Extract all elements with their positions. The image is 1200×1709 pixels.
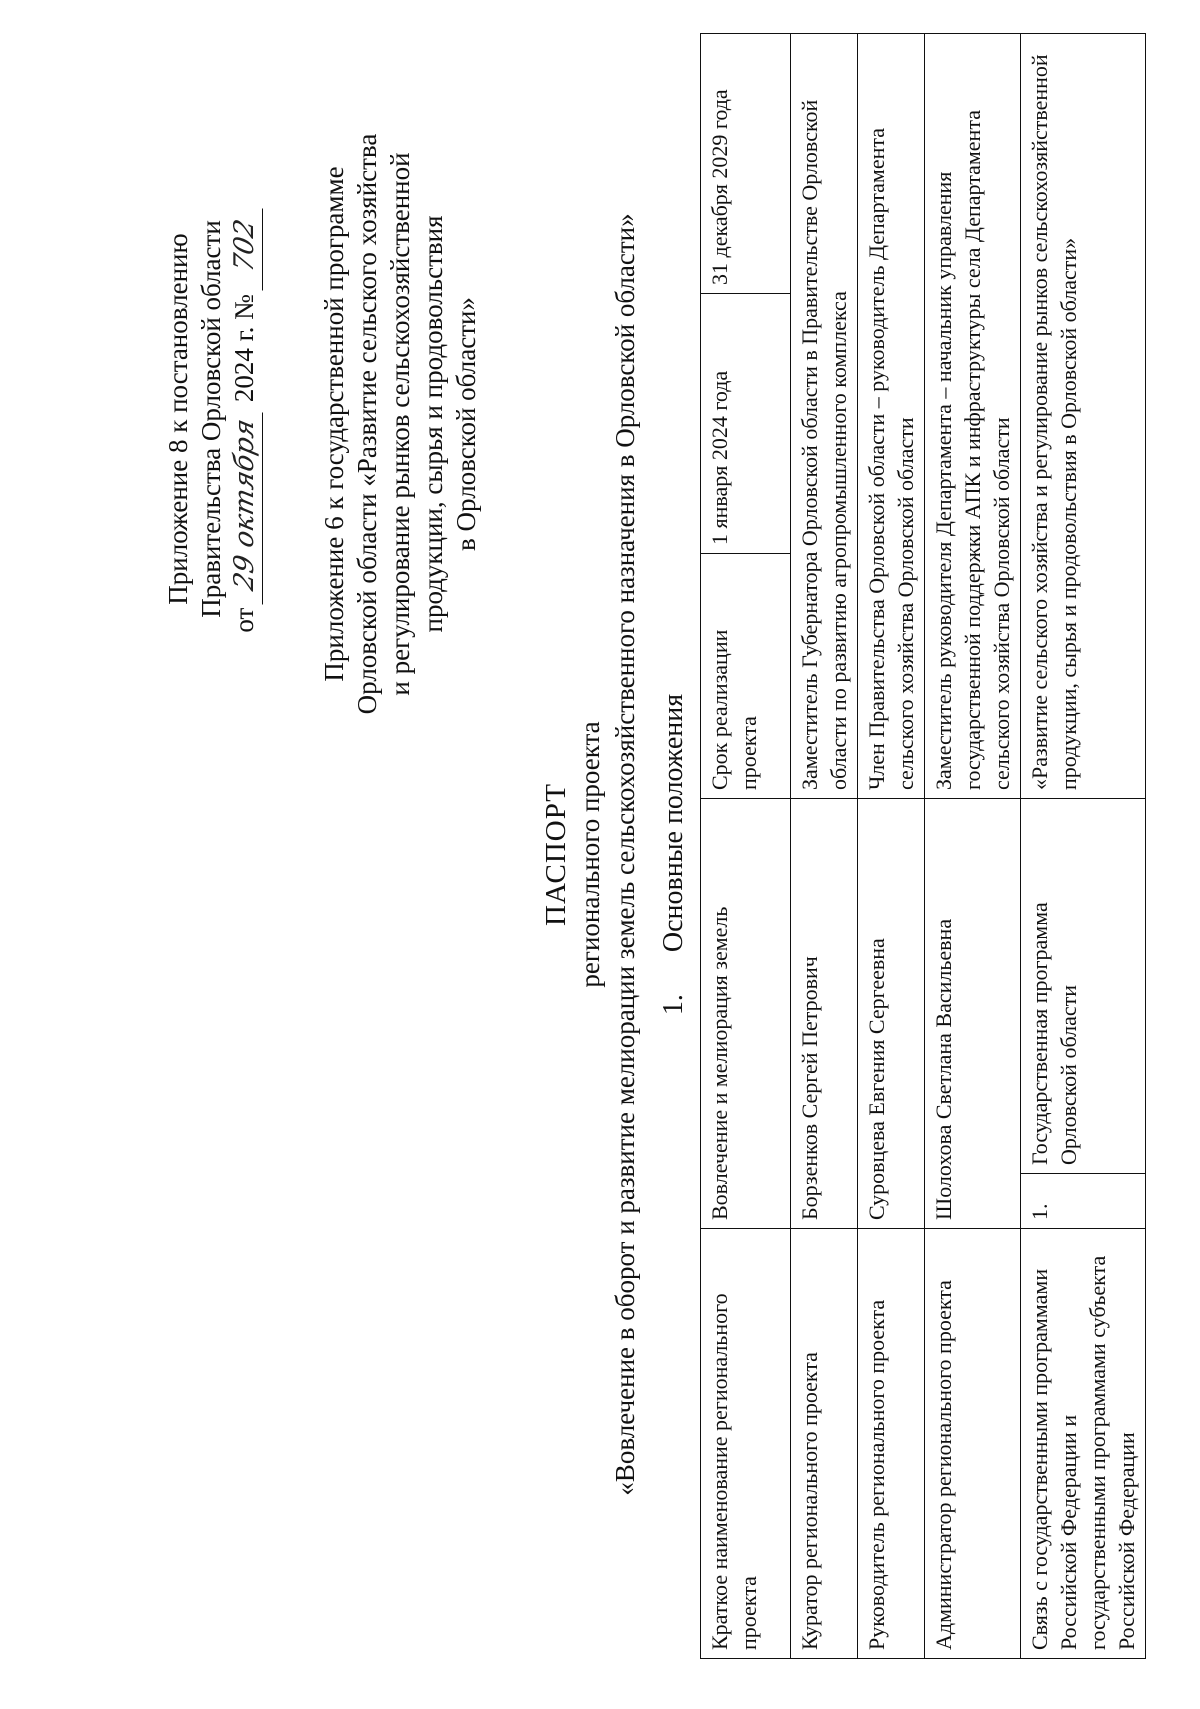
handwritten-number: 702 (229, 202, 263, 291)
annex-6-line5: в Орловской области» (450, 297, 481, 551)
admin-label: Администратор регионального проекта (925, 1229, 1021, 1659)
passport-table (700, 33, 1146, 1659)
annex-8-block (162, 139, 263, 699)
admin-name: Шолохова Светлана Васильевна (925, 799, 1021, 1229)
admin-position: Заместитель руководителя Департамента – начальник управления государственной поддержки АПК и инфраструктуры села Департамента сельского хозяйства Орловской области (925, 34, 1021, 799)
passport-subtitle: регионального проекта (575, 721, 605, 988)
annex-8-date-line (228, 139, 263, 699)
short-name-label: Краткое наименование регионального проекта (701, 1229, 791, 1659)
annex-6-line3: и регулирование рынков сельскохозяйственной (384, 152, 415, 696)
curator-name: Борзенков Сергей Петрович (791, 799, 858, 1229)
head-name: Суровцева Евгения Сергеевна (858, 799, 925, 1229)
head-label: Руководитель регионального проекта (858, 1229, 925, 1659)
term-start: 1 января 2024 года (701, 294, 791, 554)
table-row-head (858, 34, 925, 1659)
head-position: Член Правительства Орловской области – руководитель Департамента сельского хозяйства Орловской области (858, 34, 925, 799)
term-end: 31 декабря 2029 года (701, 34, 791, 294)
annex-6-line2: Орловской области «Развитие сельского хозяйства (351, 133, 382, 715)
date-suffix: 2024 г. № (228, 294, 259, 403)
handwritten-date: 29 октября (229, 405, 263, 604)
short-name-value: Вовлечение и мелиорация земель (701, 799, 791, 1229)
annex-8-line2: Правительства Орловской области (195, 220, 226, 618)
annex-6-line4: продукции, сырья и продовольствия (417, 215, 448, 633)
annex-6-block (318, 79, 483, 769)
term-label: Срок реализации проекта (701, 554, 791, 799)
project-name: «Вовлечение в оборот и развитие мелиорации земель сельскохозяйственного назначения в Орловской области» (610, 213, 640, 1496)
curator-position: Заместитель Губернатора Орловской области в Правительстве Орловской области по развитию агропромышленного комплекса (791, 34, 858, 799)
annex-8-line1: Приложение 8 к постановлению (163, 233, 193, 605)
date-prefix: от (228, 607, 259, 633)
section-number: 1. (658, 994, 689, 1016)
link-program: «Развитие сельского хозяйства и регулирование рынков сельскохозяйственной продукции, сырья и продовольствия в Орловской области» (1021, 34, 1146, 799)
curator-label: Куратор регионального проекта (791, 1229, 858, 1659)
annex-6-line1: Приложение 6 к государственной программе (319, 166, 349, 682)
table-row-admin (925, 34, 1021, 1659)
passport-title: ПАСПОРТ (540, 783, 572, 926)
table-row-link (1021, 34, 1146, 1659)
section-heading (658, 0, 690, 1709)
link-num: 1. (1021, 1174, 1146, 1229)
table-row-curator (791, 34, 858, 1659)
table-row-short-name (701, 34, 791, 1659)
section-title: Основные положения (658, 693, 689, 953)
link-label: Связь с государственными программами Российской Федерации и государственными программами субъекта Российской Федерации (1021, 1229, 1146, 1659)
link-type: Государственная программа Орловской области (1021, 799, 1146, 1174)
